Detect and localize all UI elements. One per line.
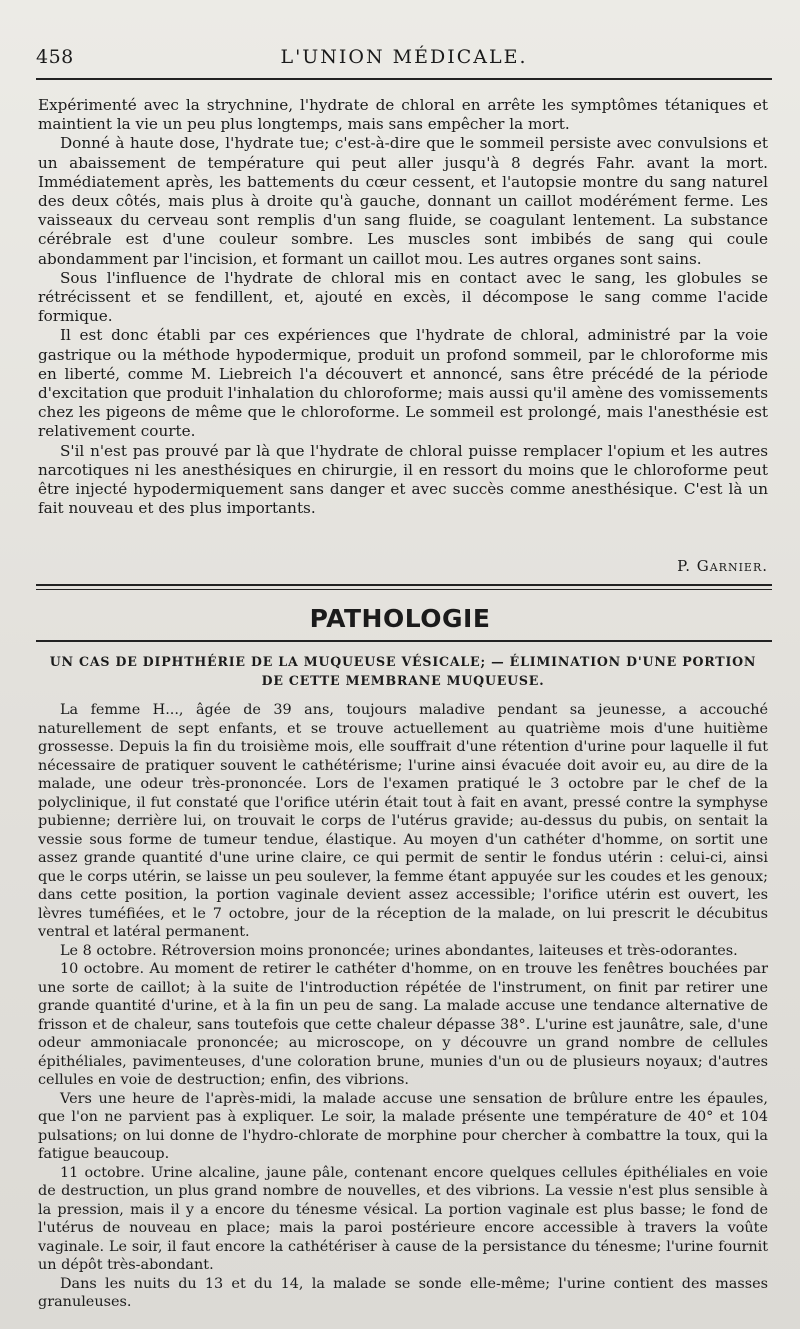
running-title: L'UNION MÉDICALE.	[280, 46, 528, 68]
header-rule	[36, 78, 772, 80]
paragraph: Expérimenté avec la strychnine, l'hydrate de chloral en arrête les symptômes tétaniques et maintient la vie un peu plus longtemps, mais sans empêcher la mort.	[38, 96, 768, 134]
paragraph: Dans les nuits du 13 et du 14, la malade se sonde elle-même; l'urine contient des masses granuleuses.	[38, 1275, 768, 1310]
article-title-line: DE CETTE MEMBRANE MUQUEUSE.	[261, 673, 545, 688]
paragraph: 10 octobre. Au moment de retirer le cathéter d'homme, on en trouve les fenêtres bouchées par une sorte de caillot; à la suite de l'introduction répétée de l'instrument, on finit par retirer une grande quantité d'urine, et à la fin un peu de sang. La malade accuse une tendance alternative de frisson et de chaleur, sans toutefois que cette chaleur dépasse 38°. L'urine est jaunâtre, sale, d'une odeur ammoniacale prononcée; au microscope, on y découvre un grand nombre de cellules épithéliales, pavimenteuses, d'une coloration brune, munies d'un ou de plusieurs noyaux; d'autres cellules en voie de destruction; enfin, des vibrions.	[38, 961, 768, 1088]
section-heading-text: PATHOLOGIE	[309, 604, 491, 633]
section-divider-thin	[36, 589, 772, 590]
paragraph: S'il n'est pas prouvé par là que l'hydrate de chloral puisse remplacer l'opium et les autres narcotiques ni les anesthésiques en chirurgie, il en ressort du moins que le chloroforme peut être injecté hypodermiquement sans danger et avec succès comme anesthésique. C'est là un fait nouveau et des plus importants.	[38, 441, 768, 518]
article-title-line: UN CAS DE DIPHTHÉRIE DE LA MUQUEUSE VÉSICALE; — ÉLIMINATION D'UNE PORTION	[49, 654, 757, 669]
section-heading	[0, 604, 800, 633]
page-header	[36, 46, 772, 74]
page-number: 458	[36, 46, 74, 68]
paragraph: Donné à haute dose, l'hydrate tue; c'est-à-dire que le sommeil persiste avec convulsions et un abaissement de température qui peut aller jusqu'à 8 degrés Fahr. avant la mort. Immédiatement après, les battements du cœur cessent, et l'autopsie montre du sang naturel des deux côtés, mais plus à droite qu'à gauche, donnant un caillot modérément ferme. Les vaisseaux du cerveau sont remplis d'un sang fluide, se coagulant lentement. La substance cérébrale est d'une couleur sombre. Les muscles sont imbibés de sang qui coule abondamment par l'incision, et formant un caillot mou. Les autres organes sont sains.	[38, 134, 768, 268]
paragraph: 11 octobre. Urine alcaline, jaune pâle, contenant encore quelques cellules épithéliales en voie de destruction, un plus grand nombre de nouvelles, et des vibrions. La vessie n'est plus sensible à la pression, mais il y a encore du ténesme vésical. La portion vaginale est plus basse; le fond de l'utérus de nouveau en place; mais la paroi postérieure encore accessible à travers la voûte vaginale. Le soir, il faut encore la cathétériser à cause de la persistance du ténesme; l'urine fournit un dépôt très-abondant.	[38, 1164, 768, 1273]
section-rule	[36, 640, 772, 642]
paragraph: Le 8 octobre. Rétroversion moins prononcée; urines abondantes, laiteuses et très-odorantes.	[60, 942, 738, 959]
article-title	[38, 652, 768, 690]
section-divider	[36, 584, 772, 586]
article-diphtheria-text	[38, 701, 768, 1312]
paragraph: La femme H..., âgée de 39 ans, toujours maladive pendant sa jeunesse, a accouché naturellement de sept enfants, et se trouve actuellement au quatrième mois d'une huitième grossesse. Depuis la fin du troisième mois, elle souffrait d'une rétention d'urine pour laquelle il fut nécessaire de pratiquer souvent le cathétérisme; l'urine ainsi évacuée doit avoir eu, au dire de la malade, une odeur très-prononcée. Lors de l'examen pratiqué le 3 octobre par le chef de la polyclinique, il fut constaté que l'orifice utérin était tout à fait en avant, pressé contre la symphyse pubienne; derrière lui, on trouvait le corps de l'utérus gravide; au-dessus du pubis, on sentait la vessie sous forme de tumeur tendue, élastique. Au moyen d'un cathéter d'homme, on sortit une assez grande quantité d'une urine claire, ce qui permit de sentir le fondus utérin : celui-ci, ainsi que le corps utérin, se laisse un peu soulever, la femme étant appuyée sur les coudes et les genoux; dans cette position, la portion vaginale devient assez accessible; l'orifice utérin est ouvert, les lèvres tuméfiées, et le 7 octobre, jour de la réception de la malade, on lui prescrit le décubitus ventral et latéral permanent.	[38, 702, 768, 940]
paragraph: Vers une heure de l'après-midi, la malade accuse une sensation de brûlure entre les épaules, que l'on ne parvient pas à expliquer. Le soir, la malade présente une température de 40° et 104 pulsations; on lui donne de l'hydro-chlorate de morphine pour chercher à combattre la toux, qui la fatigue beaucoup.	[38, 1090, 768, 1162]
author-signature: P. Garnier.	[677, 557, 768, 575]
article-chloral-text	[38, 96, 768, 518]
paragraph: Il est donc établi par ces expériences que l'hydrate de chloral, administré par la voie gastrique ou la méthode hypodermique, produit un profond sommeil, par le chloroforme mis en liberté, comme M. Liebreich l'a découvert et annoncé, sans être précédé de la période d'excitation que produit l'inhalation du chloroforme; mais aussi qu'il amène des vomissements chez les pigeons de même que le chloroforme. Le sommeil est prolongé, mais l'anesthésie est relativement courte.	[38, 326, 768, 441]
paragraph: Sous l'influence de l'hydrate de chloral mis en contact avec le sang, les globules se rétrécissent et se fendillent, et, ajouté en excès, il décompose le sang comme l'acide formique.	[38, 268, 768, 326]
